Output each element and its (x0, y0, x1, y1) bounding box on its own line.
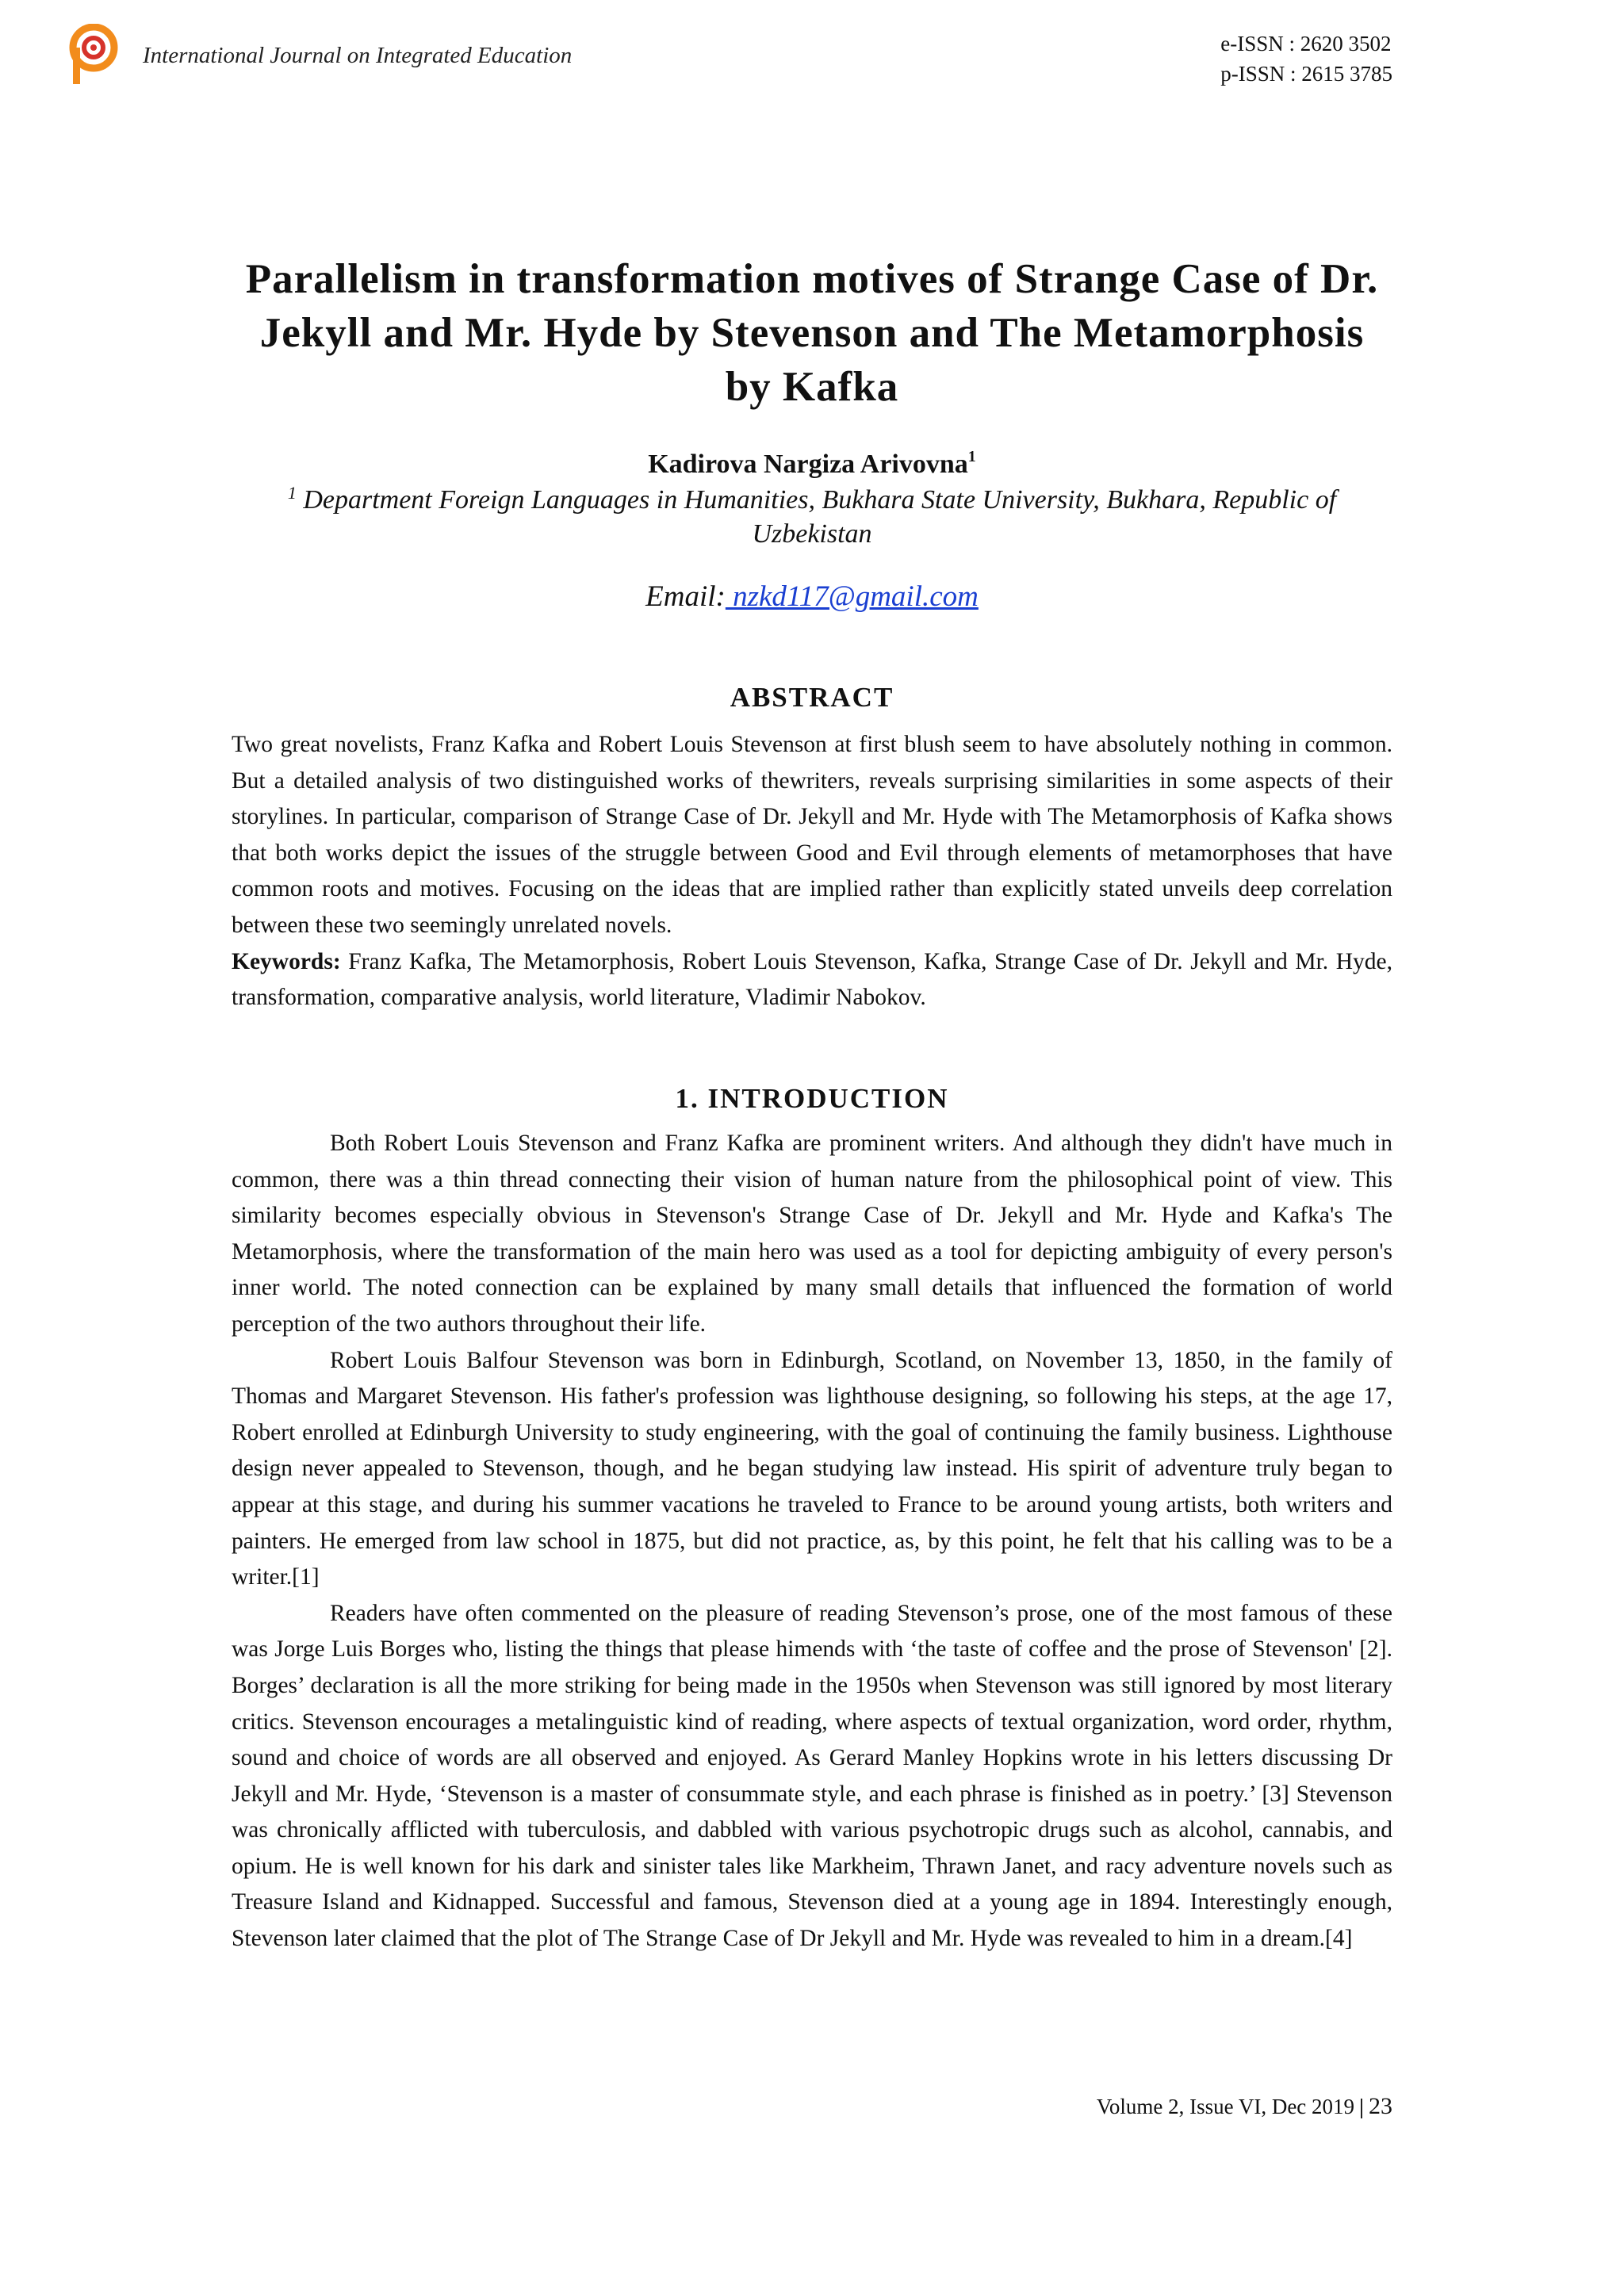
affiliation (232, 476, 1392, 551)
keywords-text: Franz Kafka, The Metamorphosis, Robert Louis Stevenson, Kafka, Strange Case of Dr. Jekyll and Mr. Hyde, transformation, comparative analysis, world literature, Vladimir Nabokov. (232, 948, 1392, 1011)
journal-name: International Journal on Integrated Education (143, 43, 573, 68)
email-label: Email: (645, 580, 726, 613)
footer-separator: | (1359, 2095, 1364, 2118)
issn-block (1220, 29, 1392, 89)
affiliation-sup: 1 (287, 483, 297, 503)
email-line (232, 579, 1392, 615)
affiliation-text: Department Foreign Languages in Humanities, Bukhara State University, Bukhara, Republic of Uzbekistan (303, 485, 1337, 549)
intro-paragraph: Both Robert Louis Stevenson and Franz Kafka are prominent writers. And although they didn't have much in common, there was a thin thread connecting their vision of human nature from the philosophical point of view. This similarity becomes especially obvious in Stevenson's Strange Case of Dr. Jekyll and Mr. Hyde and Kafka's The Metamorphosis, where the transformation of the main hero was used as a tool for depicting ambiguity of every person's inner world. The noted connection can be explained by many small details that influenced the formation of world perception of the two authors throughout their life. (232, 1131, 1392, 1337)
email-link[interactable]: nzkd117@gmail.com (725, 580, 979, 613)
introduction-heading: 1. INTRODUCTION (675, 1083, 949, 1114)
author (232, 441, 1392, 480)
issue-info: Volume 2, Issue VI, Dec 2019 (1096, 2095, 1355, 2118)
abstract (232, 727, 1392, 1016)
author-name: Kadirova Nargiza Arivovna (648, 450, 968, 479)
keywords (232, 944, 1392, 1016)
abstract-text: Two great novelists, Franz Kafka and Robert Louis Stevenson at first blush seem to have absolutely nothing in common. But a detailed analysis of two distinguished works of thewriters, reveals surprising similarities in some aspects of their storylines. In particular, comparison of Strange Case of Dr. Jekyll and Mr. Hyde with The Metamorphosis of Kafka shows that both works depict the issues of the struggle between Good and Evil through elements of metamorphoses that have common roots and motives. Focusing on the ideas that are implied rather than explicitly stated unveils deep correlation between these two seemingly unrelated novels. (232, 732, 1392, 938)
abstract-heading: ABSTRACT (730, 682, 894, 713)
pissn: p-ISSN : 2615 3785 (1220, 62, 1392, 86)
author-sup: 1 (967, 448, 976, 465)
introduction (232, 1126, 1392, 1957)
paper-title: Parallelism in transformation motives of Strange Case of Dr. Jekyll and Mr. Hyde by Stevenson and The Metamorphosis by Kafka (245, 256, 1379, 410)
keywords-label: Keywords: (232, 948, 341, 974)
journal-logo-icon (67, 24, 121, 87)
page-footer (1097, 2093, 1392, 2120)
intro-paragraph: Readers have often commented on the pleasure of reading Stevenson’s prose, one of the most famous of these was Jorge Luis Borges who, listing the things that please himends with ‘the taste of coffee and the prose of Stevenson' [2]. Borges’ declaration is all the more striking for being made in the 1950s when Stevenson was still ignored by most literary critics. Stevenson encourages a metalinguistic kind of reading, where aspects of textual organization, word order, rhythm, sound and choice of words are all observed and enjoyed. As Gerard Manley Hopkins wrote in his letters discussing Dr Jekyll and Mr. Hyde, ‘Stevenson is a master of consummate style, and each phrase is finished as in poetry.’ [3] Stevenson was chronically afflicted with tuberculosis, and dabbled with various psychotropic drugs such as alcohol, cannabis, and opium. He is well known for his dark and sinister tales like Markheim, Thrawn Janet, and racy adventure novels such as Treasure Island and Kidnapped. Successful and famous, Stevenson died at a young age in 1894. Interestingly enough, Stevenson later claimed that the plot of The Strange Case of Dr Jekyll and Mr. Hyde was revealed to him in a dream.[4] (232, 1600, 1392, 1952)
eissn: e-ISSN : 2620 3502 (1220, 32, 1392, 55)
page-number: 23 (1369, 2093, 1392, 2119)
intro-paragraph: Robert Louis Balfour Stevenson was born in Edinburgh, Scotland, on November 13, 1850, in the family of Thomas and Margaret Stevenson. His father's profession was lighthouse designing, so following his steps, at the age 17, Robert enrolled at Edinburgh University to study engineering, with the goal of continuing the family business. Lighthouse design never appealed to Stevenson, though, and he began studying law instead. His spirit of adventure truly began to appear at this stage, and during his summer vacations he traveled to France to be around young artists, both writers and painters. He emerged from law school in 1875, but did not practice, as, by this point, he felt that his calling was to be a writer.[1] (232, 1347, 1392, 1590)
